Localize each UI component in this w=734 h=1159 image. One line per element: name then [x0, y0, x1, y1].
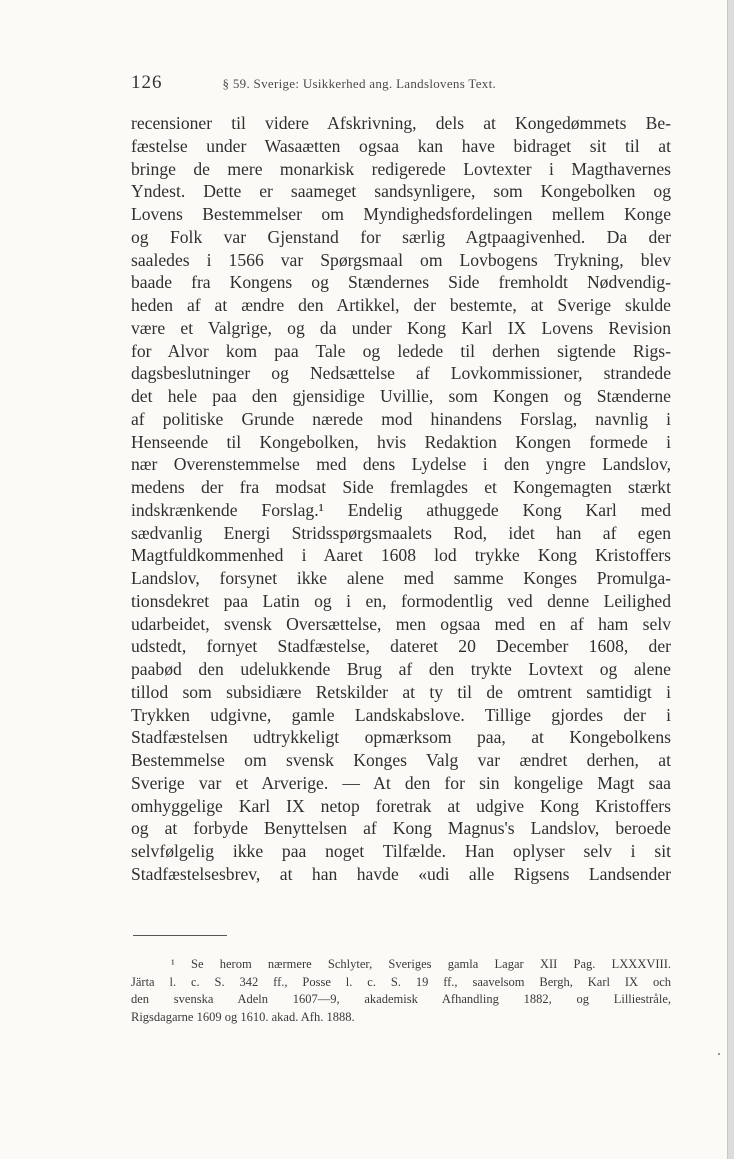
body-line: Stadfæstelsesbrev, at han havde «udi alle Rigsens Landsender — [131, 863, 671, 884]
body-line: Stadfæstelsen udtrykkeligt opmærksom paa, at Kongebolkens — [131, 727, 671, 748]
footnote-line: ¹ Se herom nærmere Schlyter, Sveriges gamla Lagar XII Pag. LXXXVIII. — [171, 957, 671, 971]
body-line: dagsbeslutninger og Nedsættelse af Lovkommissioner, strandede — [131, 363, 671, 384]
body-line: nær Overenstemmelse med dens Lydelse i den yngre Landslov, — [131, 454, 671, 475]
footnote — [131, 956, 671, 1027]
body-line: være et Valgrige, og da under Kong Karl IX Lovens Revision — [131, 317, 671, 338]
body-line: paabød den udelukkende Brug af den trykte Lovtext og alene — [131, 659, 671, 679]
body-line: Trykken udgivne, gamle Landskabslove. Tillige gjordes der i — [131, 704, 671, 725]
paper-speck — [718, 1053, 720, 1055]
body-text — [131, 112, 671, 886]
body-line: Sverige var et Arverige. — At den for sin kongelige Magt saa — [131, 772, 671, 793]
body-line: tillod som subsidiære Retskilder at ty til de omtrent samtidigt i — [131, 681, 671, 702]
body-line: det hele paa den gjensidige Uvillie, som Kongen og Stænderne — [131, 386, 671, 406]
body-line: indskrænkende Forslag.¹ Endelig athuggede Kong Karl med — [131, 499, 671, 520]
footnote-line: den svenska Adeln 1607—9, akademisk Afhandling 1882, og Lilliestråle, — [131, 992, 671, 1007]
body-line: af politiske Grunde nærede mod hinandens Forslag, navnlig i — [131, 408, 671, 429]
body-line: recensioner til videre Afskrivning, dels at Kongedømmets Be- — [131, 113, 671, 133]
body-line: udarbeidet, svensk Oversættelse, men ogsaa med en af ham selv — [131, 613, 671, 634]
body-line: tionsdekret paa Latin og i en, formodentlig ved denne Leilighed — [131, 590, 671, 611]
body-line: fæstelse under Wasaætten ogsaa kan have bidraget sit til at — [131, 135, 671, 156]
body-line: Landslov, forsynet ikke alene med samme Konges Promulga- — [131, 568, 671, 588]
body-line: saaledes i 1566 var Spørgsmaal om Lovbogens Trykning, blev — [131, 249, 671, 270]
footnote-separator — [133, 935, 227, 936]
body-line: selvfølgelig ikke paa noget Tilfælde. Han oplyser selv i sit — [131, 841, 671, 861]
page-number: 126 — [131, 72, 163, 93]
footnote-line: Järta l. c. S. 342 ff., Posse l. c. S. 19 ff., saavelsom Bergh, Karl IX och — [131, 974, 671, 989]
body-line: Bestemmelse om svensk Konges Valg var ændret derhen, at — [131, 750, 671, 770]
running-head: § 59. Sverige: Usikkerhed ang. Landslovens Text. — [222, 76, 497, 91]
body-line: heden af at ændre den Artikkel, der bestemte, at Sverige skulde — [131, 295, 671, 315]
body-line: sædvanlig Energi Stridsspørgsmaalets Rod, idet han af egen — [131, 522, 671, 543]
body-line: for Alvor kom paa Tale og ledede til derhen sigtende Rigs- — [131, 340, 671, 361]
body-line: Henseende til Kongebolken, hvis Redaktion Kongen formede i — [131, 431, 671, 452]
body-line: baade fra Kongens og Stændernes Side fremholdt Nødvendig- — [131, 272, 671, 293]
body-line: udstedt, fornyet Stadfæstelse, dateret 20 December 1608, der — [131, 636, 671, 657]
body-line: bringe de mere monarkisk redigerede Lovtexter i Magthavernes — [131, 158, 671, 179]
body-line: og at forbyde Benyttelsen af Kong Magnus's Landslov, beroede — [131, 818, 671, 839]
footnote-line: Rigsdagarne 1609 og 1610. akad. Afh. 1888. — [131, 1010, 355, 1025]
body-line: medens der fra modsat Side fremlagdes et Kongemagten stærkt — [131, 477, 671, 497]
body-line: Yndest. Dette er saameget sandsynligere, som Kongebolken og — [131, 181, 671, 202]
body-line: Magtfuldkommenhed i Aaret 1608 lod trykke Kong Kristoffers — [131, 545, 671, 566]
body-line: og Folk var Gjenstand for særlig Agtpaagivenhed. Da der — [131, 226, 671, 247]
body-line: omhyggelige Karl IX netop foretrak at udgive Kong Kristoffers — [131, 795, 671, 816]
page-header — [131, 72, 496, 94]
body-line: Lovens Bestemmelser om Myndighedsfordelingen mellem Konge — [131, 204, 671, 224]
